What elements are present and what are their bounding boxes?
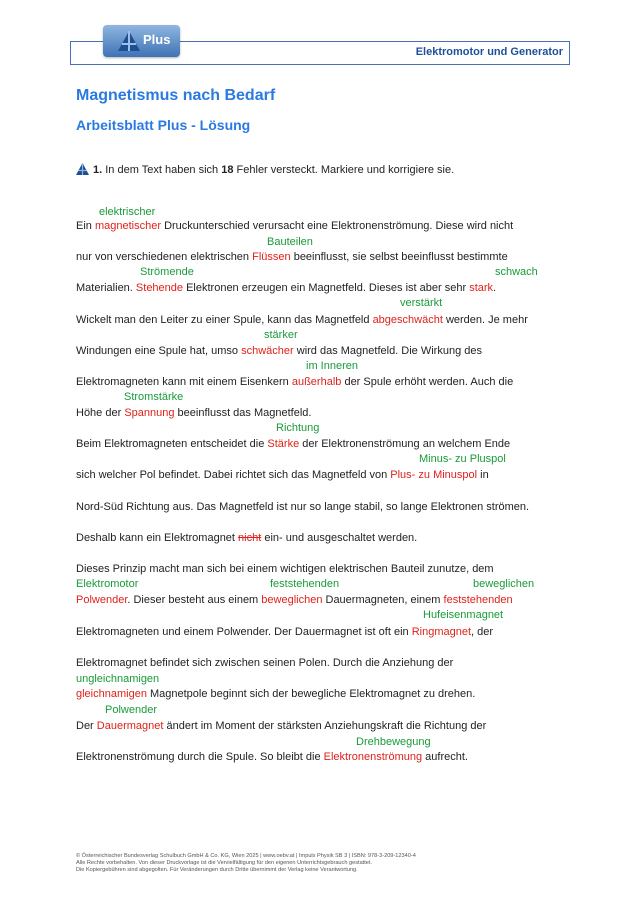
error-word: außerhalb xyxy=(291,376,342,388)
footer xyxy=(76,853,416,875)
struck-word: nicht xyxy=(238,532,262,544)
triangle-logo-icon xyxy=(117,30,141,52)
task-number: 1. xyxy=(93,164,103,176)
page-subtitle: Arbeitsblatt Plus - Lösung xyxy=(76,117,251,133)
text-line-16: gleichnamigen Magnetpole beginnt sich der bewegliche Elektromagnet zu drehen. xyxy=(76,688,476,700)
error-word: Spannung xyxy=(124,407,175,419)
correction-4: verstärkt xyxy=(400,297,443,309)
error-word: stark xyxy=(469,282,494,294)
text-line-11: Deshalb kann ein Elektromagnet nicht ein- und ausgeschaltet werden. xyxy=(76,532,418,544)
error-word: Ringmagnet xyxy=(411,626,472,638)
correction-13a: Elektromotor xyxy=(76,578,139,590)
text-line-2: nur von verschiedenen elektrischen Flüssen beeinflusst, sie selbst beeinflusst bestimmte xyxy=(76,251,508,263)
error-word: Elektronenströmung xyxy=(323,751,423,763)
error-word: Stärke xyxy=(267,438,300,450)
text-line-14: Elektromagneten und einem Polwender. Der Dauermagnet ist oft ein Ringmagnet, der xyxy=(76,626,494,638)
correction-13b: feststehenden xyxy=(270,578,340,590)
task-text-a: In dem Text haben sich xyxy=(102,164,222,176)
task-instruction xyxy=(76,163,454,176)
error-word: Flüssen xyxy=(252,251,291,263)
correction-2: Bauteilen xyxy=(267,236,313,248)
page-title: Magnetismus nach Bedarf xyxy=(76,87,276,104)
text-line-9: sich welcher Pol befindet. Dabei richtet sich das Magnetfeld von Plus- zu Minuspol in xyxy=(76,469,489,481)
correction-17: Polwender xyxy=(105,704,157,716)
error-word: gleichnamigen xyxy=(76,688,147,700)
text-line-5: Windungen eine Spule hat, umso schwächer wird das Magnetfeld. Die Wirkung des xyxy=(76,345,482,357)
plus-logo xyxy=(103,25,180,57)
correction-7: Stromstärke xyxy=(124,391,184,403)
error-word: beweglichen xyxy=(261,594,323,606)
text-line-1: Ein magnetischer Druckunterschied verursacht eine Elektronenströmung. Diese wird nicht xyxy=(76,220,514,232)
task-error-count: 18 xyxy=(221,164,234,176)
error-word: Plus- zu Minuspol xyxy=(390,469,478,481)
text-line-13: Polwender. Dieser besteht aus einem beweglichen Dauermagneten, einem feststehenden xyxy=(76,594,513,606)
error-word: schwächer xyxy=(241,345,294,357)
text-line-3: Materialien. Stehende Elektronen erzeugen ein Magnetfeld. Dieses ist aber sehr stark. xyxy=(76,282,497,294)
correction-16: ungleichnamigen xyxy=(76,673,160,685)
correction-13c: beweglichen xyxy=(473,578,535,590)
text-line-7: Höhe der Spannung beeinflusst das Magnetfeld. xyxy=(76,407,312,419)
text-line-10: Nord-Süd Richtung aus. Das Magnetfeld ist nur so lange stabil, so lange Elektronen strömen. xyxy=(76,501,530,513)
error-word: abgeschwächt xyxy=(372,314,443,326)
footer-line-3: Die Kopiergebühren sind abgegolten. Für Veränderungen durch Dritte übernimmt der Verlag keine Verantwortung. xyxy=(76,867,358,874)
error-word: Stehende xyxy=(135,282,184,294)
header-title: Elektromotor und Generator xyxy=(415,46,563,58)
correction-14: Hufeisenmagnet xyxy=(423,609,504,621)
text-line-15: Elektromagnet befindet sich zwischen seinen Polen. Durch die Anziehung der xyxy=(76,657,454,669)
correction-9: Minus- zu Pluspol xyxy=(419,453,506,465)
text-line-4: Wickelt man den Leiter zu einer Spule, kann das Magnetfeld abgeschwächt werden. Je mehr xyxy=(76,314,528,326)
text-line-8: Beim Elektromagneten entscheidet die Stärke der Elektronenströmung an welchem Ende xyxy=(76,438,511,450)
text-line-6: Elektromagneten kann mit einem Eisenkern außerhalb der Spule erhöht werden. Auch die xyxy=(76,376,514,388)
correction-1: elektrischer xyxy=(99,206,156,218)
error-word: magnetischer xyxy=(94,220,162,232)
correction-6: im Inneren xyxy=(306,360,358,372)
correction-8: Richtung xyxy=(276,422,320,434)
footer-line-1: © Österreichischer Bundesverlag Schulbuch GmbH & Co. KG, Wien 2025 | www.oebv.at | Impuls Physik SB 3 | ISBN: 978-3-209-12340-4 xyxy=(76,853,416,859)
text-line-18: Elektronenströmung durch die Spule. So bleibt die Elektronenströmung aufrecht. xyxy=(76,751,468,763)
error-word: Dauermagnet xyxy=(96,720,164,732)
footer-line-2: Alle Rechte vorbehalten. Von dieser Druckvorlage ist die Vervielfältigung für den eigenen Unterrichtsgebrauch gestattet. xyxy=(76,860,373,867)
text-line-12: Dieses Prinzip macht man sich bei einem wichtigen elektrischen Bauteil zunutze, dem xyxy=(76,563,494,575)
logo-text: Plus xyxy=(143,32,171,47)
correction-18: Drehbewegung xyxy=(356,736,431,748)
correction-5: stärker xyxy=(264,329,298,341)
task-text-b: Fehler versteckt. Markiere und korrigiere sie. xyxy=(233,164,455,176)
text-line-17: Der Dauermagnet ändert im Moment der stärksten Anziehungskraft die Richtung der xyxy=(76,720,487,732)
correction-3a: Strömende xyxy=(140,266,194,278)
error-word: Polwender xyxy=(76,594,128,606)
correction-3b: schwach xyxy=(495,266,538,278)
triangle-task-icon xyxy=(76,163,89,175)
error-word: feststehenden xyxy=(443,594,513,606)
